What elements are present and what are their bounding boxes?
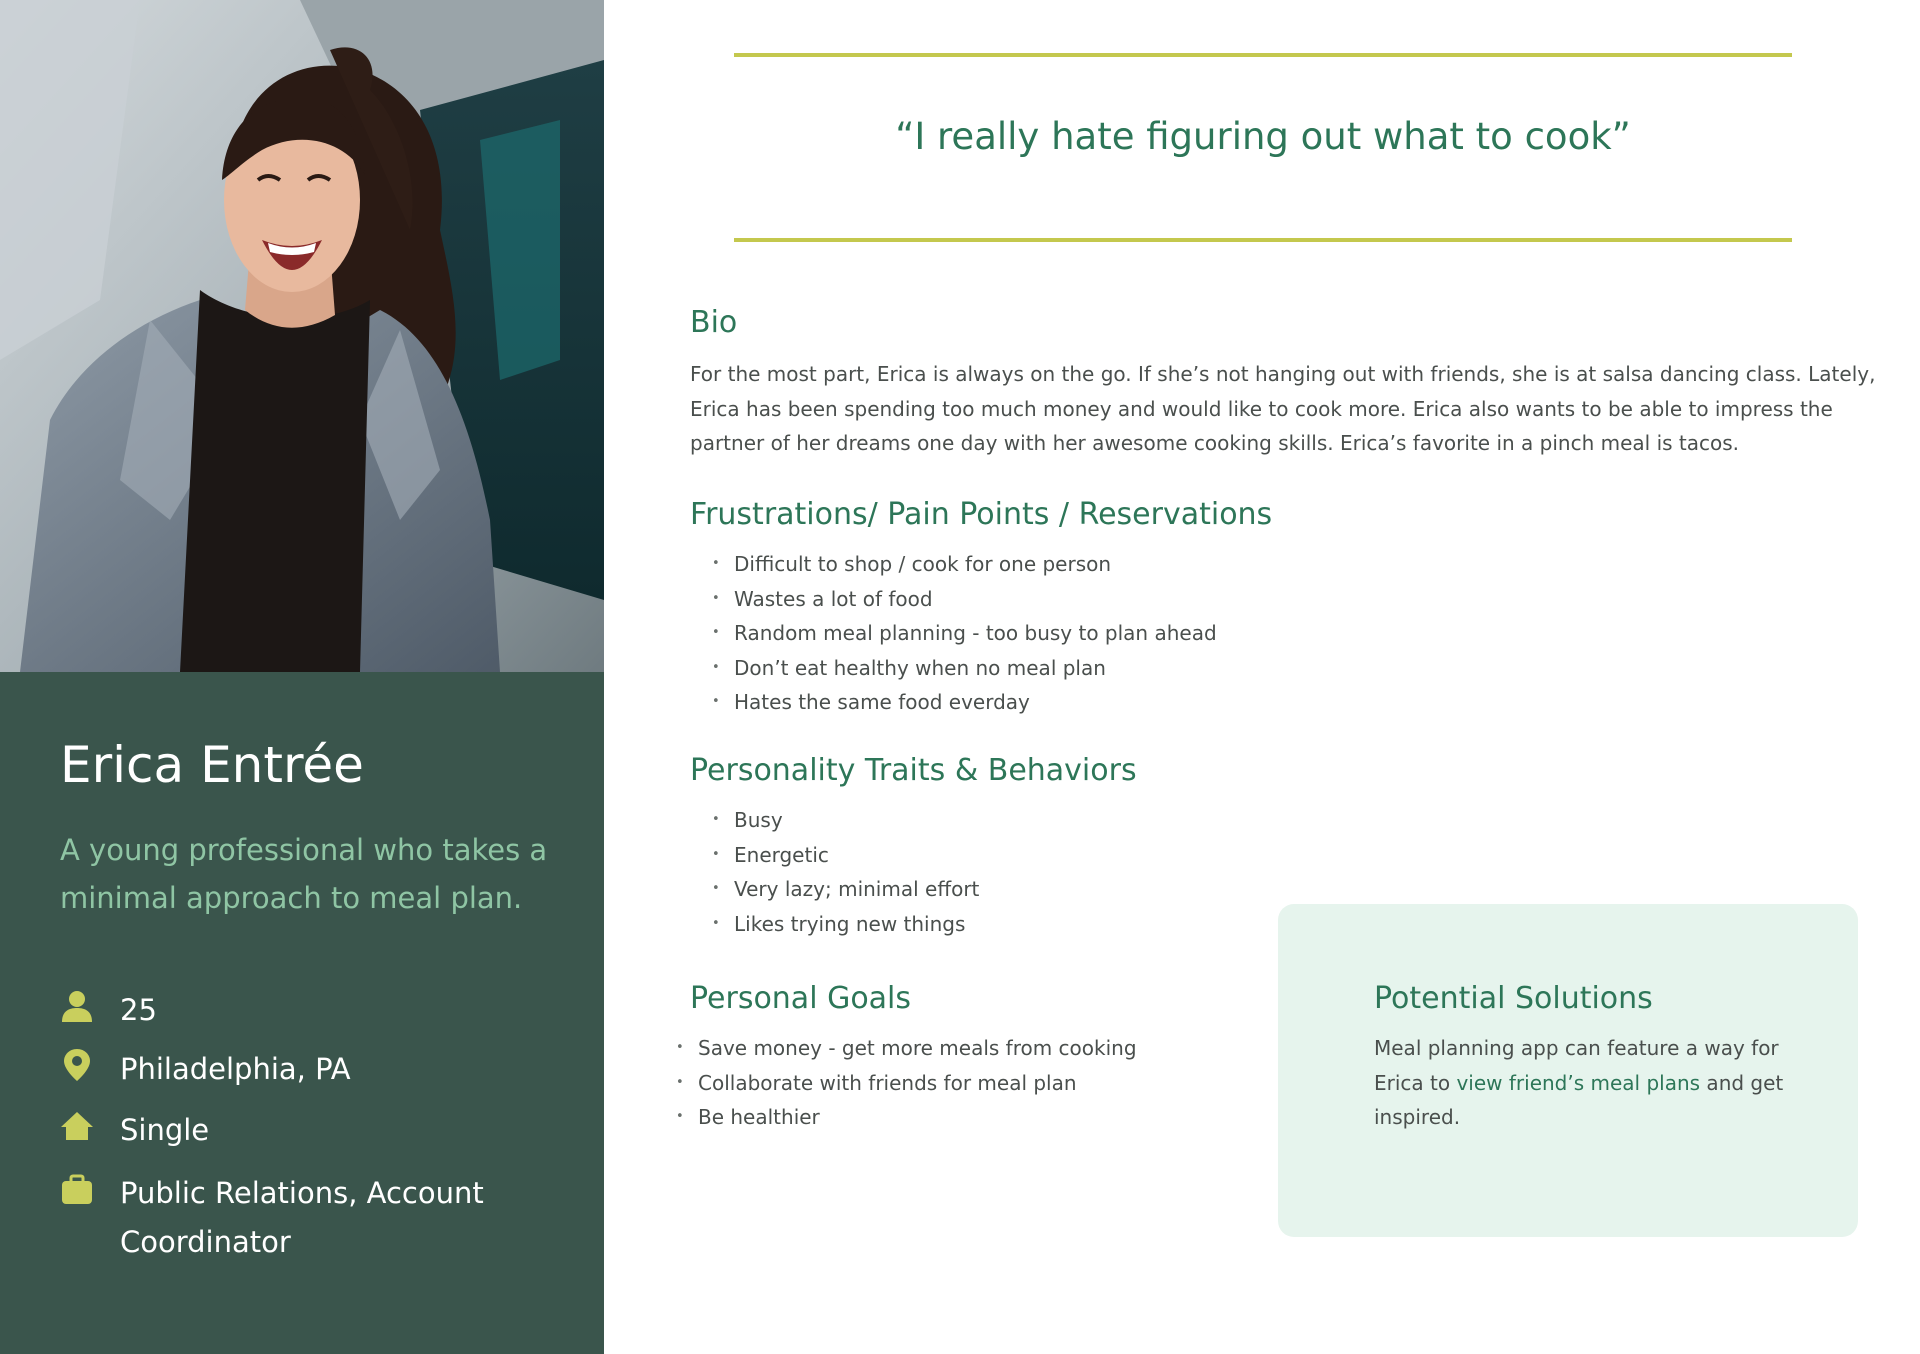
persona-profile — [60, 730, 580, 922]
fact-relationship — [60, 1105, 580, 1163]
frustrations-heading: Frustrations/ Pain Points / Reservations — [690, 497, 1273, 532]
quote-top-rule — [734, 53, 1792, 57]
solutions-text — [1374, 1031, 1784, 1135]
list-item: • Don’t eat healthy when no meal plan — [712, 651, 1217, 686]
list-item: • Collaborate with friends for meal plan — [676, 1066, 1137, 1101]
list-item: • Save money - get more meals from cooking — [676, 1031, 1137, 1066]
persona-facts — [60, 985, 580, 1267]
briefcase-icon — [60, 1173, 94, 1207]
solutions-heading: Potential Solutions — [1374, 981, 1653, 1016]
solutions-text-start: Meal planning app can feature a way for Erica to — [1374, 1036, 1779, 1095]
fact-occupation-text: Public Relations, Account Coordinator — [120, 1176, 484, 1259]
solutions-text-end: and get inspired. — [1374, 1070, 1784, 1129]
list-item: • Very lazy; minimal effort — [712, 872, 979, 907]
list-item: • Energetic — [712, 838, 979, 873]
fact-location-text: Philadelphia, PA — [120, 1052, 351, 1086]
list-item: • Be healthier — [676, 1100, 1137, 1135]
list-item: • Difficult to shop / cook for one person — [712, 547, 1217, 582]
quote-bottom-rule — [734, 238, 1792, 242]
fact-location — [60, 1044, 580, 1099]
persona-details — [604, 0, 1920, 1354]
personality-heading: Personality Traits & Behaviors — [690, 753, 1137, 788]
location-pin-icon — [60, 1048, 94, 1082]
goals-heading: Personal Goals — [690, 981, 912, 1016]
frustrations-list — [712, 547, 1217, 720]
persona-tagline: A young professional who takes a minimal approach to meal plan. — [60, 833, 548, 915]
goals-list — [676, 1031, 1137, 1135]
bio-heading: Bio — [690, 305, 738, 340]
house-icon — [60, 1109, 94, 1143]
person-icon — [60, 989, 94, 1023]
persona-quote: “I really hate figuring out what to cook” — [895, 115, 1631, 158]
solutions-highlight: view friend’s meal plans — [1456, 1070, 1701, 1095]
personality-list — [712, 803, 979, 941]
fact-occupation — [60, 1169, 580, 1267]
fact-age-text: 25 — [120, 993, 157, 1027]
fact-relationship-text: Single — [120, 1113, 210, 1147]
persona-name: Erica Entrée — [60, 736, 364, 794]
list-item: • Random meal planning - too busy to plan ahead — [712, 616, 1217, 651]
list-item: • Hates the same food everday — [712, 685, 1217, 720]
solutions-card — [1278, 904, 1858, 1237]
bio-text: For the most part, Erica is always on the go. If she’s not hanging out with friends, she is at salsa dancing class. Lately, Erica has been spending too much money and would like to cook more. Erica also wants to be able to impress the partner of her dreams one day with her awesome cooking skills. Erica’s favorite in a pinch meal is tacos. — [690, 362, 1876, 455]
list-item: • Busy — [712, 803, 979, 838]
persona-sidebar — [0, 0, 604, 1354]
list-item: • Likes trying new things — [712, 907, 979, 942]
list-item: • Wastes a lot of food — [712, 582, 1217, 617]
persona-photo — [0, 0, 604, 672]
fact-age — [60, 985, 580, 1037]
